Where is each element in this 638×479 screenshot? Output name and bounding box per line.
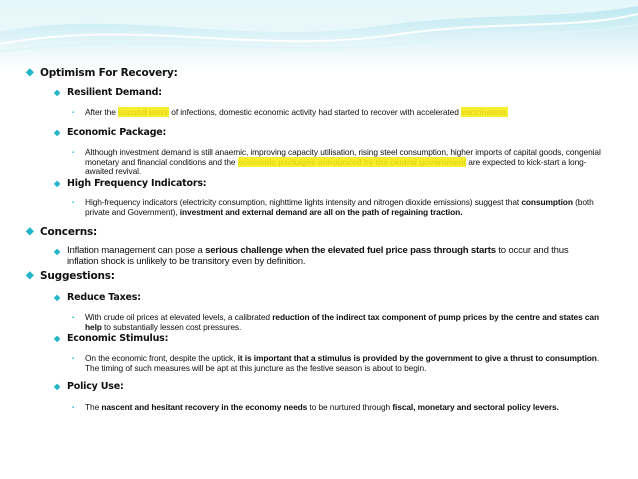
point-economic-stimulus — [72, 354, 602, 373]
bullet-icon: ◆ — [26, 226, 34, 237]
bullet-icon: ▪ — [72, 110, 75, 116]
bullet-icon: ▪ — [72, 315, 75, 321]
bullet-icon: ▪ — [72, 150, 75, 156]
point-economic-package — [72, 148, 602, 177]
point-text: The nascent and hesitant recovery in the economy needs to be nurtured through fiscal, monetary and sectoral policy levers. — [85, 402, 559, 412]
highlight: second wave — [117, 107, 170, 117]
bullet-icon: ▪ — [72, 405, 75, 411]
subsection-reduce-taxes — [54, 292, 614, 303]
bullet-icon: ◆ — [54, 128, 61, 137]
bullet-icon: ◆ — [54, 293, 61, 302]
bullet-icon: ◆ — [26, 270, 34, 281]
point-text: With crude oil prices at elevated levels, a calibrated reduction of the indirect tax component of pump prices by the centre and states can help to substantially lessen cost pressures. — [85, 312, 599, 332]
subsection-title: Policy Use: — [67, 381, 124, 392]
point-concerns — [54, 246, 594, 267]
point-reduce-taxes — [72, 313, 602, 332]
section-title: Suggestions: — [40, 270, 115, 282]
point-text: After the second wave of infections, domestic economic activity had started to recover with accelerated vaccination. — [85, 107, 509, 117]
highlight: economic packages announced by the central government — [237, 156, 467, 167]
bullet-icon: ◆ — [54, 88, 61, 97]
point-text: Inflation management can pose a serious challenge when the elevated fuel price pass through starts to occur and thus inflation shock is unlikely to be transitory even by definition. — [67, 245, 569, 267]
subsection-high-frequency-indicators — [54, 178, 614, 189]
subsection-title: Economic Stimulus: — [67, 333, 169, 344]
bullet-icon: ◆ — [54, 382, 61, 391]
section-concerns — [26, 226, 616, 238]
highlight: vaccination. — [460, 107, 509, 117]
point-high-frequency-indicators — [72, 198, 602, 217]
subsection-economic-package — [54, 127, 614, 138]
subsection-resilient-demand — [54, 87, 614, 98]
bullet-icon: ▪ — [72, 200, 75, 206]
bullet-icon: ◆ — [26, 67, 34, 78]
subsection-title: High Frequency Indicators: — [67, 178, 207, 189]
subsection-title: Economic Package: — [67, 127, 167, 138]
bullet-icon: ▪ — [72, 356, 75, 362]
section-title: Optimism For Recovery: — [40, 67, 178, 79]
subsection-economic-stimulus — [54, 333, 614, 344]
bullet-icon: ◆ — [54, 179, 61, 188]
point-text: On the economic front, despite the uptick, it is important that a stimulus is provided by the government to give a thrust to consumption. The timing of such measures will be apt at this juncture as the festive season is about to begin. — [85, 353, 600, 373]
point-resilient-demand — [72, 108, 602, 118]
section-suggestions — [26, 270, 616, 282]
bullet-icon: ◆ — [54, 334, 61, 343]
section-optimism — [26, 67, 616, 79]
subsection-policy-use — [54, 381, 614, 392]
bullet-icon: ◆ — [54, 247, 61, 256]
point-text: Although investment demand is still anaemic, improving capacity utilisation, rising steel consumption, higher imports of capital goods, congenial monetary and financial conditions and the economic packages announced by the central government are expected to kick-start a long-awaited revival. — [85, 147, 601, 177]
subsection-title: Resilient Demand: — [67, 87, 162, 98]
subsection-title: Reduce Taxes: — [67, 292, 141, 303]
section-title: Concerns: — [40, 226, 98, 238]
point-policy-use — [72, 403, 602, 413]
point-text: High-frequency indicators (electricity consumption, nighttime lights intensity and nitrogen dioxide emissions) suggest that consumption (both private and Government), investment and external demand are all on the path of regaining traction. — [85, 197, 594, 217]
